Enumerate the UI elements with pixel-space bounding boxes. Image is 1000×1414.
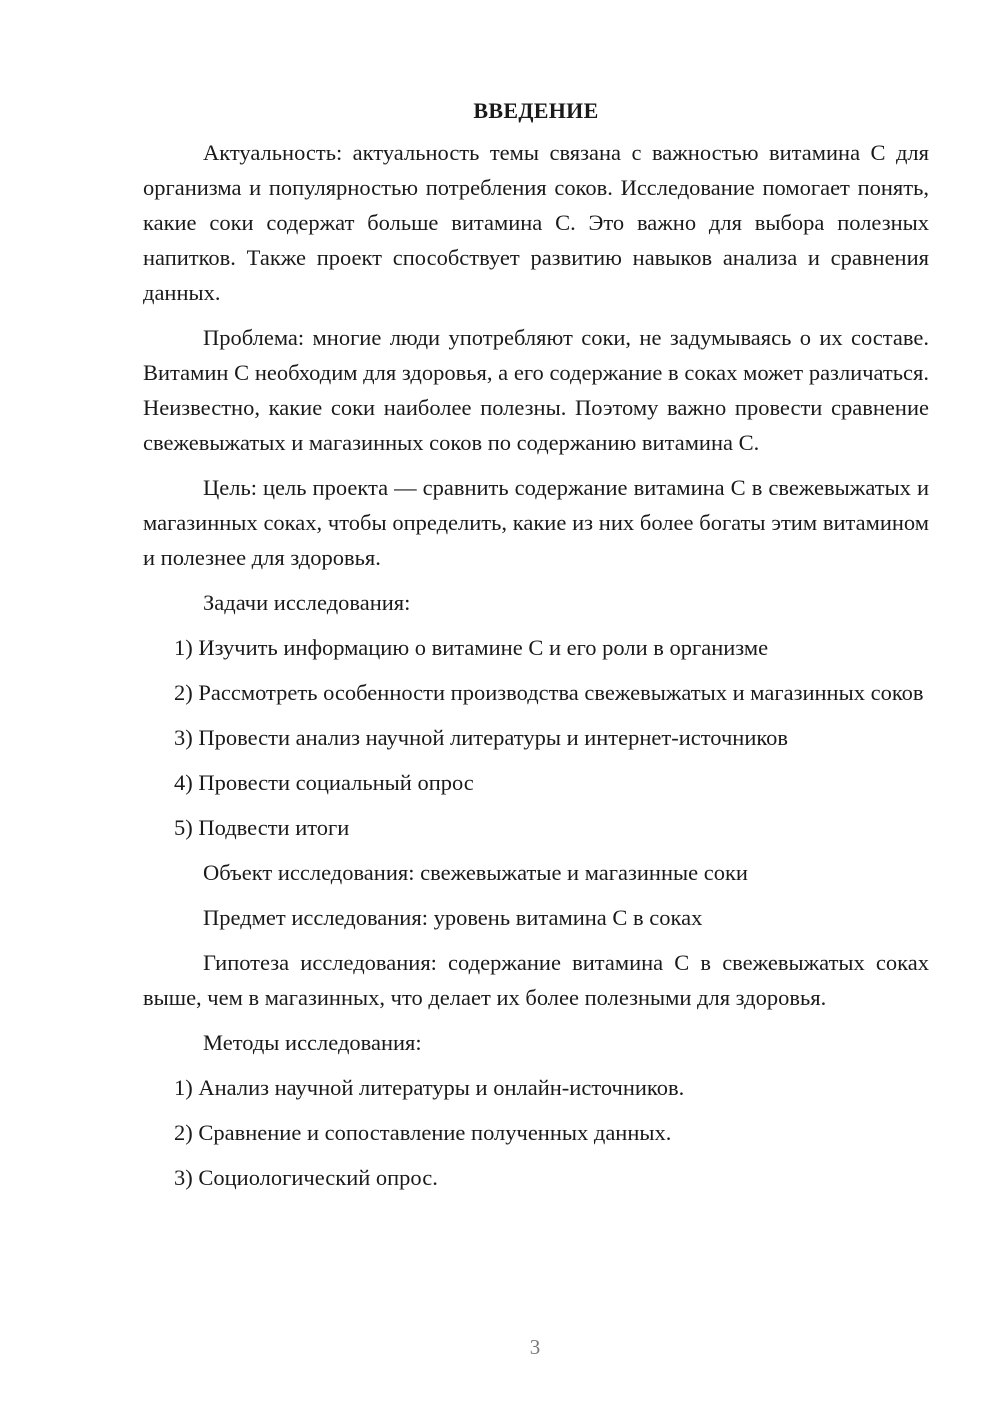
problem-paragraph: Проблема: многие люди употребляют соки, не задумываясь о их составе. Витамин С необходим для здоровья, а его содержание в соках может различаться. Неизвестно, какие соки наиболее полезны. Поэтому важно провести сравнение свежевыжатых и магазинных соков по содержанию витамина С.: [143, 325, 929, 455]
task-item: 2) Рассмотреть особенности производства свежевыжатых и магазинных соков: [174, 680, 924, 705]
methods-heading: Методы исследования:: [203, 1030, 422, 1055]
page-number: 3: [529, 1335, 541, 1359]
task-item: 4) Провести социальный опрос: [174, 770, 474, 795]
task-item: 3) Провести анализ научной литературы и интернет-источников: [174, 725, 789, 750]
method-item: 2) Сравнение и сопоставление полученных данных.: [174, 1120, 672, 1145]
hypothesis-paragraph: Гипотеза исследования: содержание витамина С в свежевыжатых соках выше, чем в магазинных, что делает их более полезными для здоровья.: [143, 950, 929, 1010]
relevance-paragraph: Актуальность: актуальность темы связана с важностью витамина С для организма и популярностью потребления соков. Исследование помогает понять, какие соки содержат больше витамина С. Это важно для выбора полезных напитков. Также проект способствует развитию навыков анализа и сравнения данных.: [143, 140, 929, 305]
method-item: 3) Социологический опрос.: [174, 1165, 438, 1190]
section-title: ВВЕДЕНИЕ: [473, 98, 599, 123]
research-object: Объект исследования: свежевыжатые и магазинные соки: [203, 860, 748, 885]
task-item: 1) Изучить информацию о витамине С и его роли в организме: [174, 635, 769, 660]
page-content: [143, 94, 929, 1195]
research-subject: Предмет исследования: уровень витамина С в соках: [203, 905, 703, 930]
task-item: 5) Подвести итоги: [174, 815, 350, 840]
method-item: 1) Анализ научной литературы и онлайн-источников.: [174, 1075, 685, 1100]
goal-paragraph: Цель: цель проекта — сравнить содержание витамина С в свежевыжатых и магазинных соках, чтобы определить, какие из них более богаты этим витамином и полезнее для здоровья.: [143, 475, 929, 570]
tasks-heading: Задачи исследования:: [203, 590, 411, 615]
